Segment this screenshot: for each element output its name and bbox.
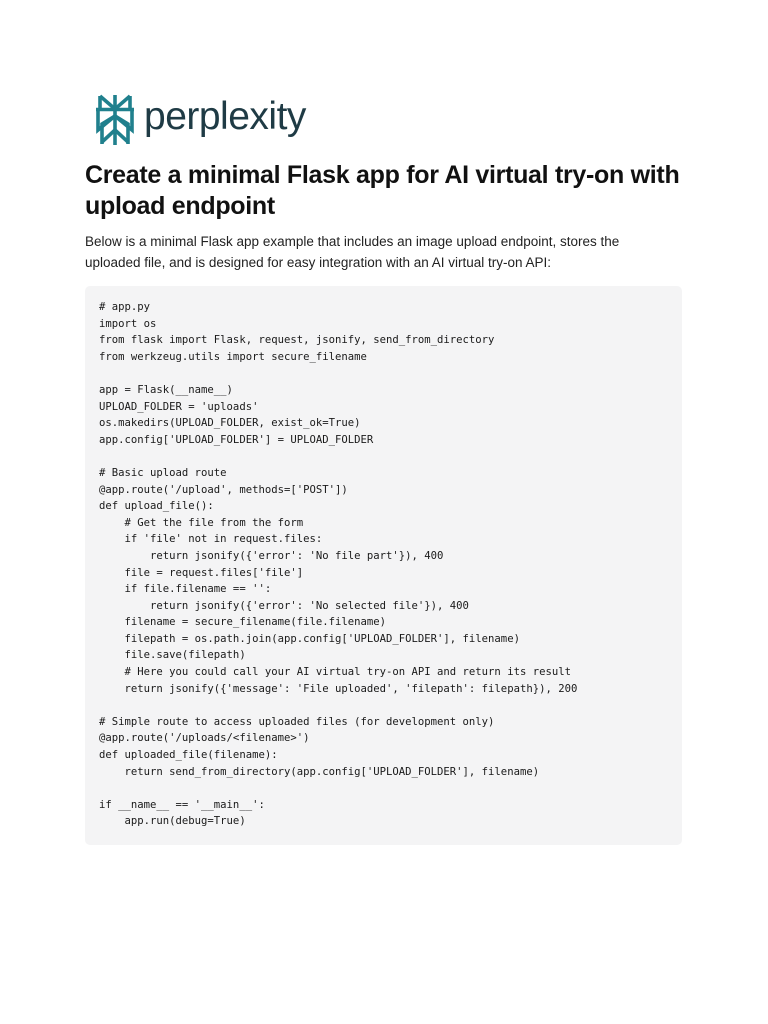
code-block	[85, 286, 682, 845]
perplexity-logo-icon	[94, 94, 136, 146]
brand-wordmark: perplexity	[144, 95, 306, 138]
intro-paragraph: Below is a minimal Flask app example that includes an image upload endpoint, stores the uploaded file, and is designed for easy integration with an AI virtual try-on API:	[85, 234, 620, 270]
code-content: # app.py import os from flask import Flask, request, jsonify, send_from_directory from werkzeug.utils import secure_filename app = Flask(__name__) UPLOAD_FOLDER = 'uploads' os.makedirs(UPLOAD_FOLDER, exist_ok=True) app.config['UPLOAD_FOLDER'] = UPLOAD_FOLDER # Basic upload route @app.route('/upload', methods=['POST']) def upload_file(): # Get the file from the form if 'file' not in request.files: return jsonify({'error': 'No file part'}), 400 file = request.files['file'] if file.filename == '': return jsonify({'error': 'No selected file'}), 400 filename = secure_filename(file.filename) filepath = os.path.join(app.config['UPLOAD_FOLDER'], filename) file.save(filepath) # Here you could call your AI virtual try-on API and return its result return jsonify({'message': 'File uploaded', 'filepath': filepath}), 200 # Simple route to access uploaded files (for development only) @app.route('/uploads/<filename>') def uploaded_file(filename): return send_from_directory(app.config['UPLOAD_FOLDER'], filename) if __name__ == '__main__': app.run(debug=True)	[99, 301, 578, 828]
perplexity-logo	[94, 94, 306, 146]
document-title: Create a minimal Flask app for AI virtual try-on with upload endpoint	[85, 161, 680, 220]
